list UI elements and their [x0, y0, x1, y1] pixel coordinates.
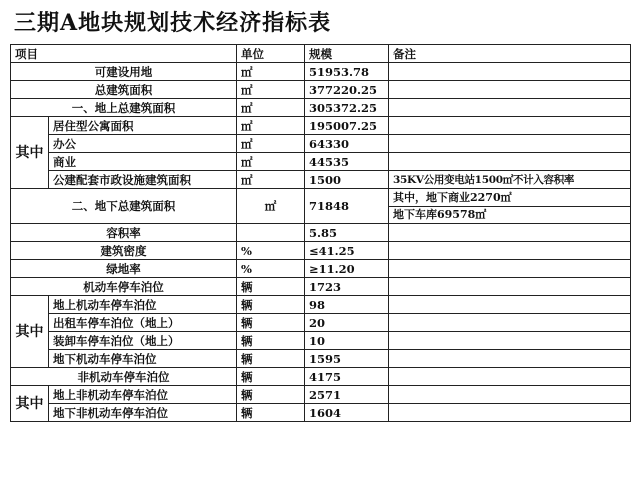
header-note: 备注 — [389, 45, 631, 63]
row-note — [389, 63, 631, 81]
row-note — [389, 99, 631, 117]
row-note — [389, 386, 631, 404]
row-label: 绿地率 — [11, 260, 237, 278]
row-value: 44535 — [305, 153, 389, 171]
row-label: 容积率 — [11, 224, 237, 242]
row-unit: 辆 — [237, 296, 305, 314]
header-item: 项目 — [11, 45, 237, 63]
table-row — [11, 350, 631, 368]
row-note — [389, 81, 631, 99]
row-label: 可建设用地 — [11, 63, 237, 81]
row-label: 总建筑面积 — [11, 81, 237, 99]
row-unit: ㎡ — [237, 99, 305, 117]
row-unit: 辆 — [237, 404, 305, 422]
row-value: 4175 — [305, 368, 389, 386]
group-label: 其中 — [11, 117, 49, 189]
row-value: 195007.25 — [305, 117, 389, 135]
row-note — [389, 153, 631, 171]
row-label: 办公 — [49, 135, 237, 153]
row-label: 装卸车停车泊位（地上） — [49, 332, 237, 350]
row-value: 1723 — [305, 278, 389, 296]
row-value: 64330 — [305, 135, 389, 153]
table-row — [11, 386, 631, 404]
row-label: 地上非机动车停车泊位 — [49, 386, 237, 404]
row-label: 机动车停车泊位 — [11, 278, 237, 296]
row-unit: ㎡ — [237, 189, 305, 224]
table-row — [11, 278, 631, 296]
row-note — [389, 368, 631, 386]
row-value: 305372.25 — [305, 99, 389, 117]
row-unit: 辆 — [237, 350, 305, 368]
row-unit: 辆 — [237, 332, 305, 350]
row-unit: ㎡ — [237, 117, 305, 135]
table-row — [11, 135, 631, 153]
table-row — [11, 171, 631, 189]
table-header-row — [11, 45, 631, 63]
row-unit: ㎡ — [237, 171, 305, 189]
table-row — [11, 404, 631, 422]
row-note — [389, 296, 631, 314]
row-unit: 辆 — [237, 386, 305, 404]
group-label: 其中 — [11, 386, 49, 422]
row-label: 地下非机动车停车泊位 — [49, 404, 237, 422]
table-row — [11, 99, 631, 117]
row-note — [389, 332, 631, 350]
row-note: 35KV公用变电站1500㎡不计入容积率 — [389, 171, 631, 189]
row-value: 1604 — [305, 404, 389, 422]
row-unit: ㎡ — [237, 153, 305, 171]
row-label: 非机动车停车泊位 — [11, 368, 237, 386]
row-note — [389, 117, 631, 135]
table-row — [11, 296, 631, 314]
row-note-line: 其中，地下商业2270㎡ — [389, 190, 630, 207]
group-label: 其中 — [11, 296, 49, 368]
row-note — [389, 135, 631, 153]
spec-table — [10, 44, 631, 422]
row-label: 地上机动车停车泊位 — [49, 296, 237, 314]
table-row — [11, 117, 631, 135]
table-row — [11, 81, 631, 99]
row-value: ≥11.20 — [305, 260, 389, 278]
row-label: 出租车停车泊位（地上） — [49, 314, 237, 332]
row-value: 1500 — [305, 171, 389, 189]
table-row — [11, 189, 631, 224]
row-label: 二、地下总建筑面积 — [11, 189, 237, 224]
table-row — [11, 368, 631, 386]
row-note — [389, 260, 631, 278]
row-value: 20 — [305, 314, 389, 332]
row-note — [389, 314, 631, 332]
row-label: 建筑密度 — [11, 242, 237, 260]
table-row — [11, 224, 631, 242]
row-unit: 辆 — [237, 368, 305, 386]
row-label: 一、地上总建筑面积 — [11, 99, 237, 117]
row-note — [389, 278, 631, 296]
row-label: 地下机动车停车泊位 — [49, 350, 237, 368]
page-title: 三期A地块规划技术经济指标表 — [14, 10, 332, 36]
row-unit: % — [237, 242, 305, 260]
row-note-line: 地下车库69578㎡ — [393, 207, 487, 221]
row-value: 377220.25 — [305, 81, 389, 99]
row-unit: % — [237, 260, 305, 278]
row-note — [389, 350, 631, 368]
table-row — [11, 63, 631, 81]
row-value: 1595 — [305, 350, 389, 368]
row-unit: 辆 — [237, 314, 305, 332]
table-row — [11, 332, 631, 350]
header-value: 规模 — [305, 45, 389, 63]
row-unit: ㎡ — [237, 81, 305, 99]
row-label: 公建配套市政设施建筑面积 — [49, 171, 237, 189]
row-note — [389, 189, 631, 224]
row-note — [389, 404, 631, 422]
row-value: ≤41.25 — [305, 242, 389, 260]
row-value: 10 — [305, 332, 389, 350]
row-note — [389, 242, 631, 260]
row-unit: ㎡ — [237, 63, 305, 81]
table-row — [11, 242, 631, 260]
row-label: 居住型公寓面积 — [49, 117, 237, 135]
row-unit — [237, 224, 305, 242]
row-value: 71848 — [305, 189, 389, 224]
header-unit: 单位 — [237, 45, 305, 63]
table-row — [11, 153, 631, 171]
row-value: 5.85 — [305, 224, 389, 242]
row-label: 商业 — [49, 153, 237, 171]
table-row — [11, 314, 631, 332]
row-value: 98 — [305, 296, 389, 314]
row-unit: ㎡ — [237, 135, 305, 153]
row-unit: 辆 — [237, 278, 305, 296]
table-row — [11, 260, 631, 278]
row-note — [389, 224, 631, 242]
row-value: 51953.78 — [305, 63, 389, 81]
row-value: 2571 — [305, 386, 389, 404]
